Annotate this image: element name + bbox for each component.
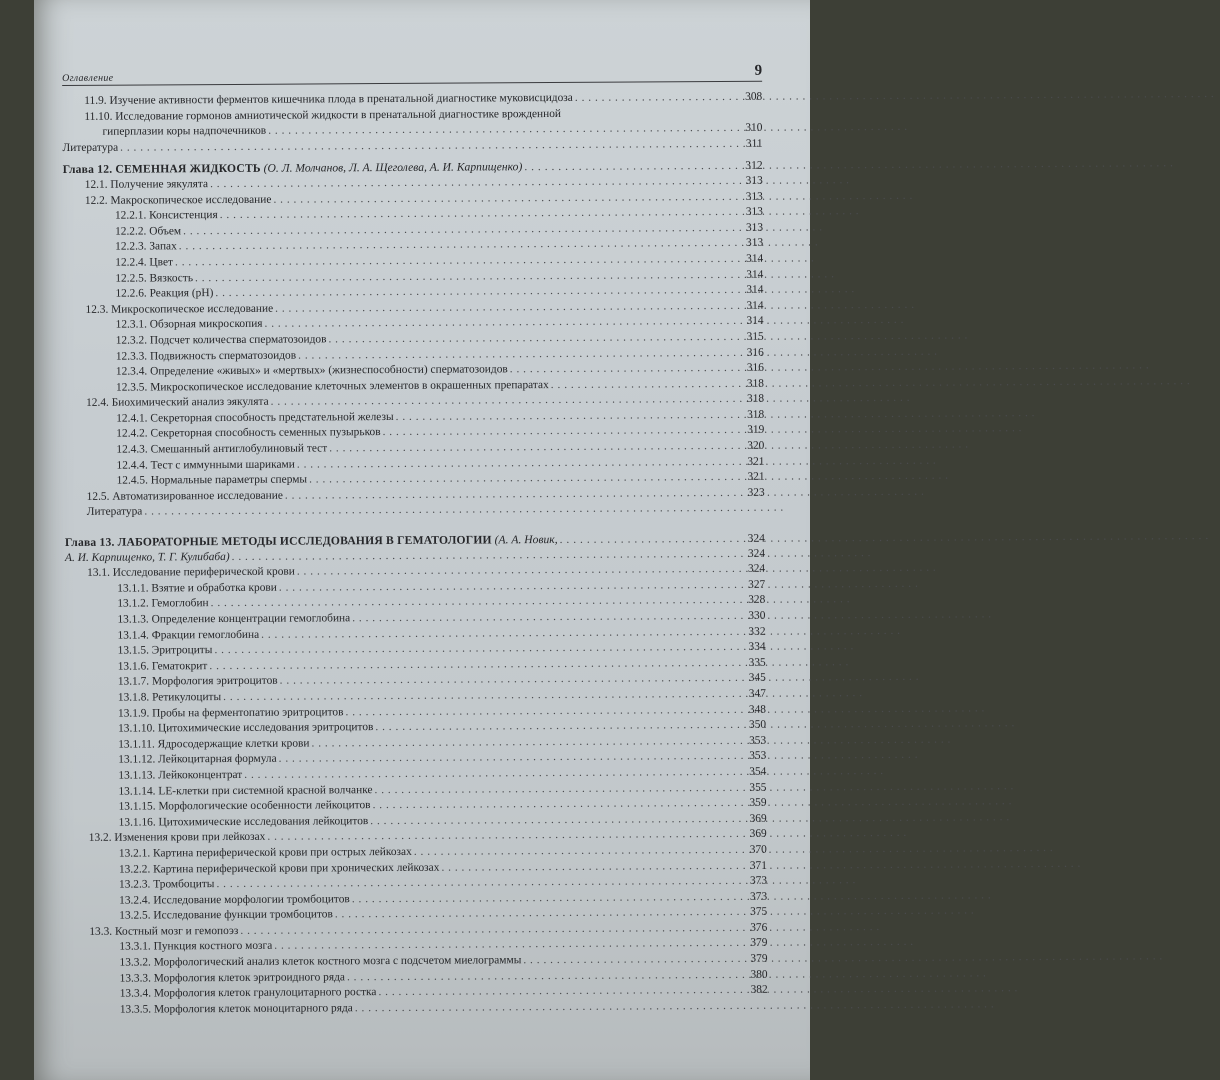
toc-entry-page: 313 — [745, 190, 763, 203]
toc-entry-page: 335 — [748, 656, 766, 669]
toc-entry-page: 348 — [748, 703, 767, 716]
toc-entry-text: 13.1.7. Морфология эритроцитов — [117, 675, 278, 689]
toc-entry-page: 332 — [748, 625, 766, 638]
toc-entry-text: 12.2.1. Консистенция — [114, 209, 218, 222]
toc-entry-text: 13.1.3. Определение концентрации гемоглобина — [117, 612, 351, 626]
toc-leader — [523, 952, 748, 969]
toc-entry-page: 369 — [749, 812, 767, 825]
toc-entry-text: 12.2.3. Запах — [115, 240, 177, 254]
toc-entry-page: 379 — [750, 952, 768, 965]
toc-entry-text: 13.2.5. Исследование функции тромбоцитов — [119, 908, 333, 922]
toc-entry-text: 13.3.2. Морфологический анализ клеток костного мозга с подсчетом миелограммы — [119, 954, 522, 969]
page-content — [62, 56, 768, 1019]
toc-entry-text: Литература — [62, 141, 119, 154]
toc-entry-page: 314 — [746, 315, 764, 328]
toc-entry-page: 314 — [746, 268, 764, 281]
toc-entry-text: 13.1.15. Морфологические особенности лейкоцитов — [118, 799, 371, 813]
toc-entry-page: 313 — [745, 221, 764, 234]
toc-entry-text: 13.2. Изменения крови при лейкозах — [88, 831, 266, 845]
toc-entry-text: 12.5. Автоматизированное исследование — [86, 489, 283, 503]
toc-entry-text: 12.3.4. Определение «живых» и «мертвых» (жизнеспособности) сперматозоидов — [115, 363, 508, 378]
toc-entry-page: 321 — [747, 455, 765, 468]
toc-entry-text: 12.3.1. Обзорная микроскопия — [115, 318, 263, 331]
toc-entry-page: 379 — [750, 937, 768, 950]
toc-entry-text: 13.1.5. Эритроциты — [117, 644, 213, 657]
toc-entry-page: 353 — [749, 750, 767, 763]
toc-entry-text: 11.9. Изучение активности ферментов кишечника плода в пренатальной диагностике муковисцидоза — [84, 91, 573, 107]
toc-entry-page: 316 — [746, 361, 764, 374]
running-head-title: Оглавление — [62, 72, 114, 84]
chapter-13-title: Глава 13. ЛАБОРАТОРНЫЕ МЕТОДЫ ИССЛЕДОВАНИЯ В ГЕМАТОЛОГИИ — [64, 533, 492, 550]
toc-leader — [120, 137, 744, 156]
toc-leader — [524, 158, 743, 175]
toc-entry-text: 13.1.4. Фракции гемоглобина — [117, 628, 260, 642]
toc-entry-text: 11.10. Исследование гормонов амниотической жидкости в пренатальной диагностике врожденной — [84, 107, 562, 123]
book-page — [34, 0, 810, 1080]
toc-entry-page: 334 — [748, 640, 766, 654]
toc-entry-text: 12.2. Макроскопическое исследование — [84, 193, 272, 207]
toc-entry-text: 13.1.12. Лейкоцитарная формула — [118, 753, 277, 767]
toc-entry-page: 313 — [745, 174, 763, 187]
toc-list — [62, 90, 768, 1019]
toc-entry-text: 13.2.3. Тромбоциты — [119, 878, 215, 891]
toc-entry-text: 13.1.14. LE-клетки при системной красной волчанке — [118, 783, 373, 798]
toc-entry-text: 12.1. Получение эякулята — [84, 178, 209, 191]
chapter-13-authors-cont: А. И. Карпищенко, Т. Г. Кулибаба) — [65, 550, 230, 564]
toc-entry-page: 375 — [750, 905, 768, 919]
toc-entry-text: 12.4.5. Нормальные параметры спермы — [116, 473, 308, 487]
toc-entry-page: 373 — [749, 874, 768, 887]
toc-entry-text: 13.2.2. Картина периферической крови при хронических лейкозах — [118, 861, 440, 876]
toc-leader — [355, 999, 766, 1017]
toc-entry-text: 13.1.16. Цитохимические исследования лейкоцитов — [118, 814, 369, 829]
toc-entry-text: 13.1.11. Ядросодержащие клетки крови — [118, 737, 310, 751]
toc-entry-page: 320 — [747, 439, 765, 452]
toc-entry-page: 359 — [749, 796, 767, 809]
toc-entry-page: 327 — [748, 578, 766, 591]
toc-entry — [62, 137, 762, 157]
toc-entry-text: гиперплазии коры надпочечников — [102, 124, 267, 138]
page-number: 9 — [754, 62, 763, 79]
toc-entry-text: Литература — [86, 505, 143, 519]
toc-entry-text: 12.4.2. Секреторная способность семенных пузырьков — [116, 426, 381, 441]
toc-entry-text: 12.3.5. Микроскопическое исследование клеточных элементов в окрашенных препаратах — [115, 378, 549, 394]
toc-entry-page: 323 — [747, 486, 765, 499]
toc-entry-page: 324 — [747, 562, 766, 576]
toc-entry-page: 313 — [745, 205, 763, 218]
chapter-12-authors: (О. Л. Молчанов, Л. А. Щеголева, А. И. Карпищенко) — [263, 160, 523, 176]
toc-entry-text: 12.2.6. Реакция (pH) — [115, 287, 214, 300]
toc-entry-text: 13.1.8. Ретикулоциты — [117, 691, 222, 704]
toc-entry-page: 369 — [749, 828, 767, 841]
toc-entry-text: 13.1.1. Взятие и обработка крови — [117, 581, 277, 595]
toc-entry-page: 355 — [749, 781, 767, 794]
toc-entry-page: 354 — [749, 765, 767, 778]
toc-entry-page: 376 — [750, 921, 768, 934]
toc-entry-page: 330 — [748, 609, 766, 622]
toc-entry-page: 308 — [745, 90, 763, 103]
toc-entry-page: 380 — [750, 968, 768, 981]
toc-leader — [551, 377, 745, 394]
toc-entry-text: 12.3.3. Подвижность сперматозоидов — [115, 349, 297, 363]
running-head — [62, 56, 762, 86]
chapter-13-page-cont: 324 — [747, 547, 766, 560]
toc-entry-text: 13.1.9. Пробы на ферментопатию эритроцитов — [117, 705, 344, 720]
toc-entry-page: 314 — [746, 299, 764, 312]
toc-entry-text: 13.3.5. Морфология клеток моноцитарного ряда — [119, 1002, 353, 1016]
toc-leader — [560, 531, 746, 548]
toc-entry-page: 316 — [746, 346, 764, 359]
chapter-12-title: Глава 12. СЕМЕННАЯ ЖИДКОСТЬ — [62, 162, 261, 177]
chapter-12-entries — [63, 174, 765, 521]
toc-leader — [575, 90, 743, 107]
toc-entry-text: 13.1.2. Гемоглобин — [117, 597, 209, 611]
toc-entry-text: 12.4.1. Секреторная способность предстательной железы — [116, 410, 394, 425]
toc-entry-page: 345 — [748, 672, 766, 685]
toc-entry-text: 12.3. Микроскопическое исследование — [85, 302, 274, 316]
toc-entry — [68, 999, 768, 1019]
toc-entry-page: 347 — [748, 687, 766, 700]
toc-entry-page: 321 — [747, 470, 765, 484]
toc-entry-text: 13.2.4. Исследование морфологии тромбоцитов — [119, 892, 350, 907]
toc-entry-text: 13.3.3. Морфология клеток эритроидного ряда — [119, 970, 345, 985]
toc-entry-page: 353 — [749, 734, 767, 747]
chapter-12-page: 312 — [745, 159, 763, 173]
toc-entry-page: 371 — [749, 859, 767, 872]
toc-leader — [441, 858, 748, 875]
toc-entry-text: 13.1.13. Лейкоконцентрат — [118, 768, 243, 782]
toc-entry-page: 373 — [749, 890, 768, 903]
toc-leader — [510, 361, 745, 378]
toc-entry-page: 328 — [748, 594, 766, 607]
toc-entry-page: 319 — [747, 424, 765, 437]
toc-entry-text: 12.2.5. Вязкость — [115, 271, 194, 285]
toc-entry-text: 13.3. Костный мозг и гемопоэз — [89, 924, 239, 938]
toc-entry-page: 310 — [745, 121, 763, 135]
chapter-13-authors: (А. А. Новик, — [494, 533, 558, 547]
toc-entry-page: 313 — [746, 237, 764, 250]
toc-entry-text: 12.2.4. Цвет — [115, 256, 174, 269]
toc-entry-page: 315 — [746, 330, 764, 343]
toc-entry-text: 13.1.6. Гематокрит — [117, 659, 208, 673]
toc-entry-text: 12.4.4. Тест с иммунными шариками — [116, 458, 295, 472]
toc-entry-page: 314 — [746, 252, 764, 265]
toc-entry-text: 13.3.1. Пункция костного мозга — [119, 940, 273, 954]
toc-entry-page: 314 — [746, 283, 764, 296]
toc-entry-text: 12.3.2. Подсчет количества сперматозоидов — [115, 333, 327, 347]
toc-entry-text: 13.2.1. Картина периферической крови при острых лейкозах — [118, 845, 412, 860]
toc-entry-page: 382 — [750, 983, 768, 997]
toc-entry-text: 12.4. Биохимический анализ эякулята — [86, 396, 269, 410]
toc-entry-page: 318 — [747, 408, 765, 421]
toc-entry-page: 318 — [746, 377, 765, 390]
toc-entry-page: 370 — [749, 843, 767, 856]
chapter-13-entries — [65, 562, 768, 1018]
toc-entry-page: 311 — [745, 137, 763, 150]
toc-entry-text: 13.1.10. Цитохимические исследования эритроцитов — [118, 721, 374, 735]
toc-entry-text: 13.3.4. Морфология клеток гранулоцитарного ростка — [119, 986, 377, 1000]
toc-entry-text: 13.1. Исследование периферической крови — [87, 565, 295, 580]
toc-entry-text: 12.2.2. Объем — [115, 225, 182, 238]
toc-entry-page: 350 — [748, 718, 767, 731]
toc-entry-text: 12.4.3. Смешанный антиглобулиновый тест — [116, 442, 328, 456]
toc-entry-page: 318 — [746, 392, 765, 406]
chapter-13-page: 324 — [747, 531, 765, 545]
